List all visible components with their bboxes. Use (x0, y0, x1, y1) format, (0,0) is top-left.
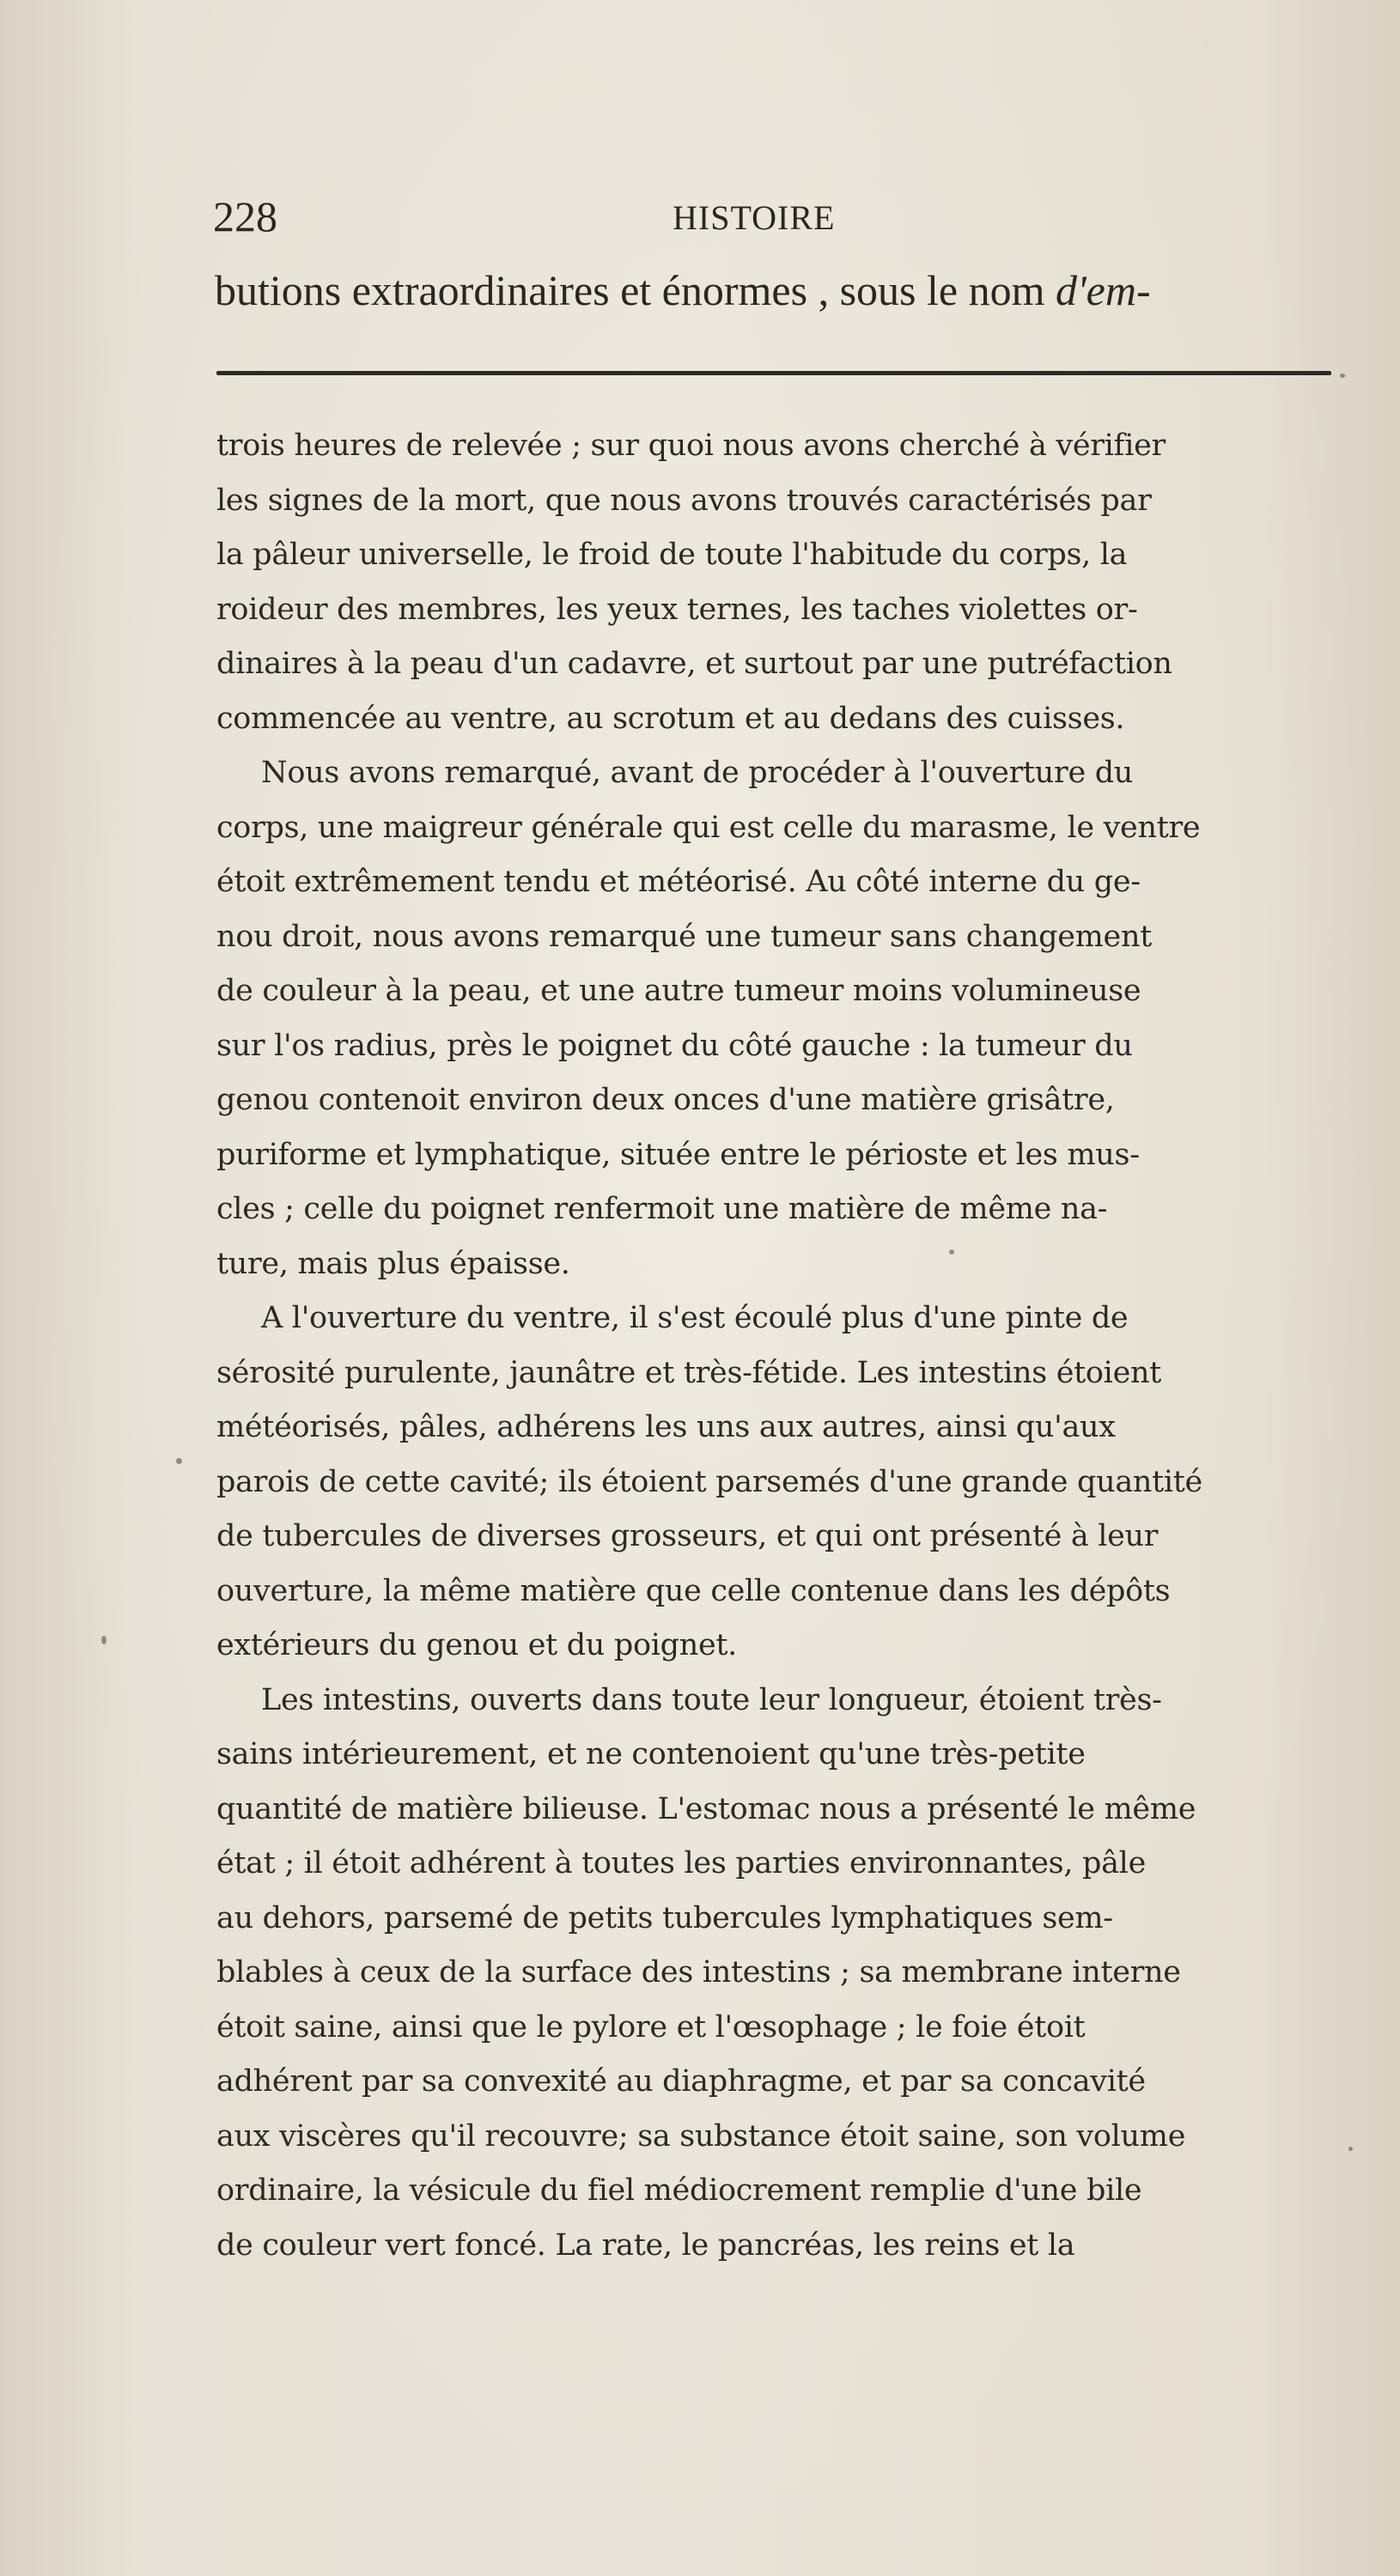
text-line: adhérent par sa convexité au diaphragme, et par sa concavité (216, 2064, 1146, 2099)
text-line: état ; il étoit adhérent à toutes les parties environnantes, pâle (216, 1846, 1146, 1880)
footnote-continuation (215, 256, 1331, 325)
text-line: la pâleur universelle, le froid de toute l'habitude du corps, la (216, 538, 1128, 572)
text-line: nou droit, nous avons remarqué une tumeur sans changement (216, 919, 1152, 954)
text-line: étoit saine, ainsi que le pylore et l'œsophage ; le foie étoit (216, 2009, 1086, 2044)
running-title: HISTOIRE (673, 198, 836, 237)
foxing-spot (176, 1458, 182, 1464)
text-line: blables à ceux de la surface des intestins ; sa membrane interne (216, 1955, 1181, 1990)
text-line: dinaires à la peau d'un cadavre, et surtout par une putréfaction (216, 647, 1172, 681)
text-line: corps, une maigreur générale qui est celle du marasme, le ventre (216, 810, 1201, 845)
paragraph-4 (216, 1674, 1340, 2274)
text-line: sur l'os radius, près le poignet du côté gauche : la tumeur du (216, 1028, 1133, 1063)
footnote-italic-text: d'em- (1055, 266, 1151, 314)
text-line: les signes de la mort, que nous avons trouvés caractérisés par (216, 483, 1152, 518)
text-line: Les intestins, ouverts dans toute leur longueur, étoient très- (261, 1682, 1162, 1717)
foxing-spot (1348, 2147, 1353, 2151)
text-line: cles ; celle du poignet renfermoit une matière de même na- (216, 1192, 1108, 1226)
paragraph-2 (216, 746, 1340, 1291)
text-line: ouverture, la même matière que celle contenue dans les dépôts (216, 1573, 1171, 1608)
foxing-spot (1340, 374, 1345, 378)
text-line: Nous avons remarqué, avant de procéder à l'ouverture du (261, 756, 1134, 790)
text-line: A l'ouverture du ventre, il s'est écoulé plus d'une pinte de (261, 1301, 1129, 1335)
text-line: commencée au ventre, au scrotum et au dedans des cuisses. (216, 701, 1125, 736)
text-line: ture, mais plus épaisse. (216, 1246, 570, 1281)
paragraph-3 (216, 1291, 1340, 1674)
text-line: quantité de matière bilieuse. L'estomac nous a présenté le même (216, 1791, 1196, 1826)
text-line: sérosité purulente, jaunâtre et très-fétide. Les intestins étoient (216, 1355, 1161, 1390)
text-line: puriforme et lymphatique, située entre le périoste et les mus- (216, 1137, 1140, 1172)
horizontal-rule (216, 371, 1331, 375)
text-line: roideur des membres, les yeux ternes, les taches violettes or- (216, 592, 1138, 627)
text-line: extérieurs du genou et du poignet. (216, 1628, 737, 1662)
text-line: aux viscères qu'il recouvre; sa substance étoit saine, son volume (216, 2118, 1186, 2154)
text-line: étoit extrêmement tendu et météorisé. Au côté interne du ge- (216, 865, 1141, 899)
footnote-text: butions extraordinaires et énormes , sous le nom (215, 266, 1056, 314)
text-line: sains intérieurement, et ne contenoient qu'une très-petite (216, 1737, 1086, 1771)
paragraph-1 (216, 419, 1340, 746)
text-line: genou contenoit environ deux onces d'une matière grisâtre, (216, 1083, 1115, 1117)
text-line: parois de cette cavité; ils étoient parsemés d'une grande quantité (216, 1464, 1202, 1499)
page-header (213, 191, 1330, 242)
text-line: météorisés, pâles, adhérens les uns aux autres, ainsi qu'aux (216, 1410, 1116, 1444)
page-number: 228 (213, 192, 277, 240)
text-line: au dehors, parsemé de petits tubercules lymphatiques sem- (216, 1900, 1113, 1935)
foxing-spot (101, 1636, 107, 1644)
text-line: de couleur à la peau, et une autre tumeur moins volumineuse (216, 974, 1141, 1008)
text-line: de tubercules de diverses grosseurs, et qui ont présenté à leur (216, 1519, 1159, 1553)
text-line: de couleur vert foncé. La rate, le pancréas, les reins et la (216, 2227, 1075, 2263)
text-line: trois heures de relevée ; sur quoi nous avons cherché à vérifier (216, 428, 1166, 463)
text-line: ordinaire, la vésicule du fiel médiocrement remplie d'une bile (216, 2173, 1142, 2208)
body-text (216, 419, 1340, 2273)
